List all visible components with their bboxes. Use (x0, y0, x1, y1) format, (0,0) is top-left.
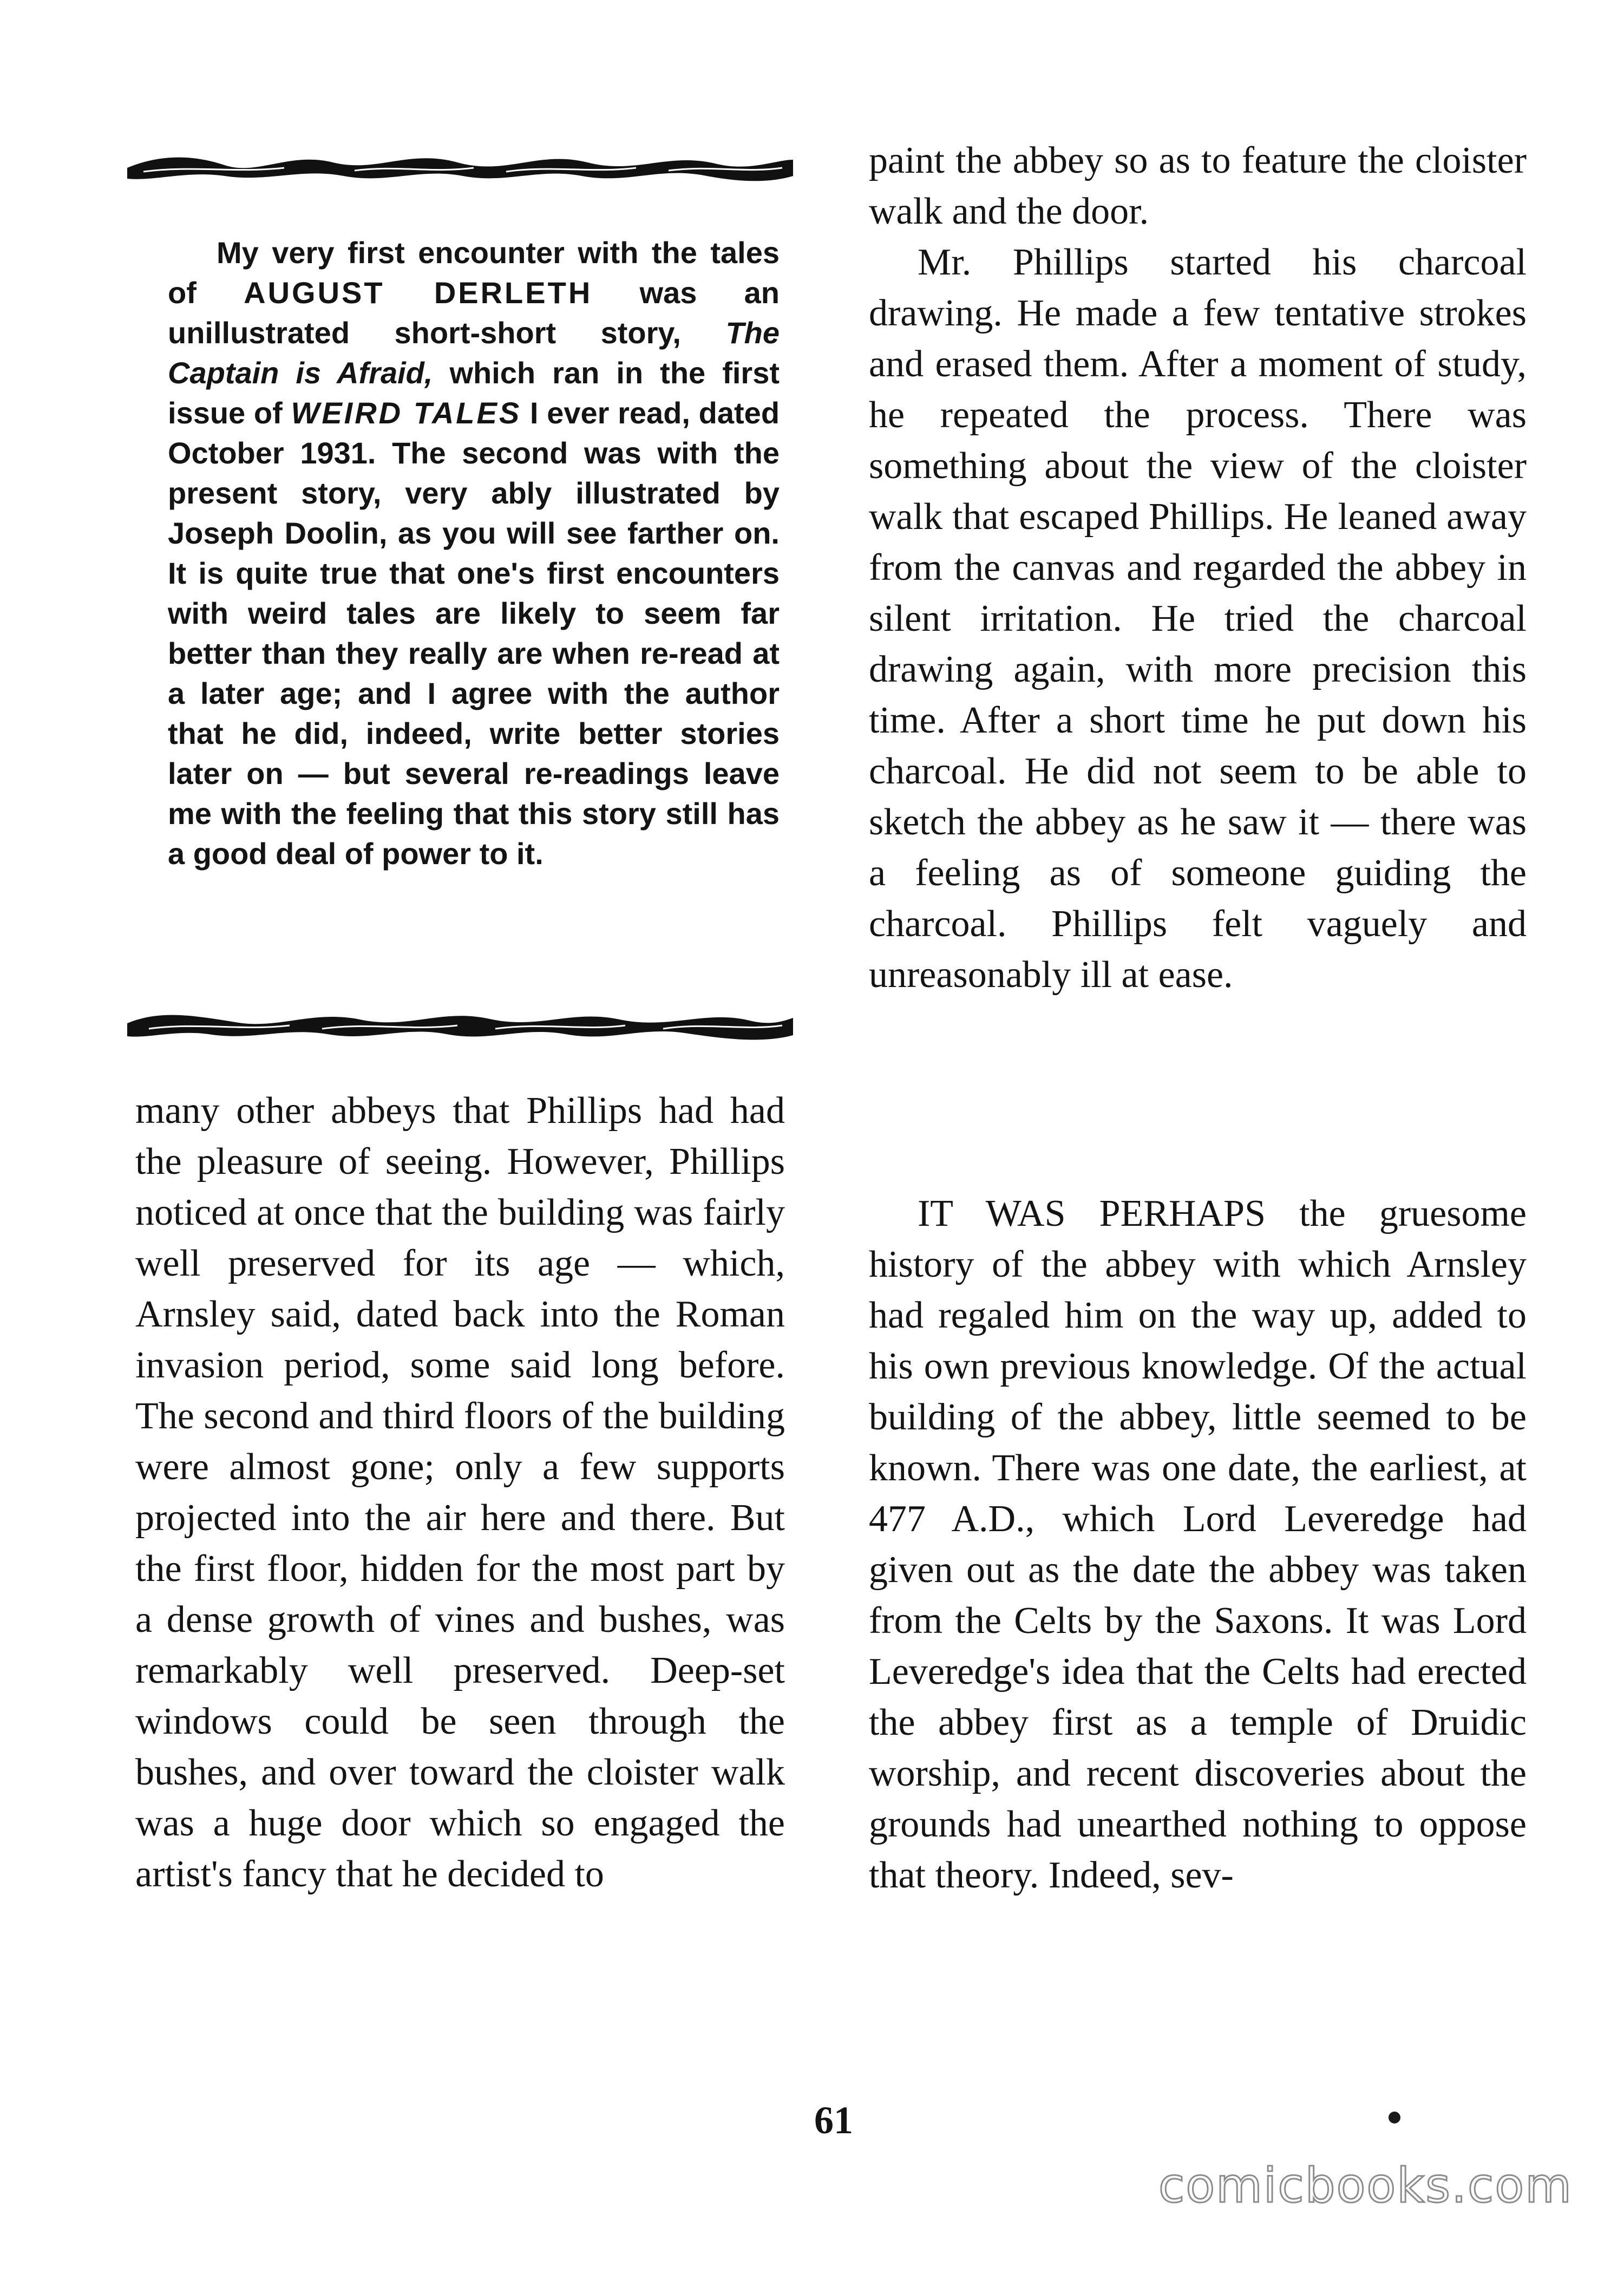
watermark: comicbooks.com (1158, 2158, 1573, 2213)
story-paragraph: IT WAS PERHAPS the gruesome history of the abbey with which Arnsley had regaled him on the way up, added to his own previous knowledge. Of the actual building of the abbey, little seemed to be known. There was one date, the earliest, at 477 A.D., which Lord Leveredge had given out as the date the abbey was taken from the Celts by the Saxons. It was Lord Leveredge's idea that the Celts had erected the abbey first as a temple of Druidic worship, and recent discoveries about the grounds had unearthed nothing to oppose that theory. Indeed, sev- (869, 1193, 1527, 1896)
ink-dot (1389, 2112, 1400, 2123)
editor-intro-note: My very first encounter with the tales of AUGUST DERLETH was an unillustrated short-short story, The Captain is Afraid, which ran in the first issue of WEIRD TALES I ever read, dated October 1931. The second was with the present story, very ably illustrated by Joseph Doolin, as you will see farther on. It is quite true that one's first encounters with weird tales are likely to seem far better than they really are when re-read at a later age; and I agree with the author that he did, indeed, write better stories later on — but several re-readings leave me with the feeling that this story still has a good deal of power to it. (168, 236, 780, 871)
decorative-wave-rule-top (127, 143, 793, 187)
magazine-title: WEIRD TALES (291, 396, 522, 430)
story-paragraph: Mr. Phillips started his charcoal drawing. He made a few tentative strokes and erased them. After a moment of study, he repeated the process. There was something about the view of the cloister walk that escaped Phillips. He leaned away from the canvas and regarded the abbey in silent irritation. He tried the charcoal drawing again, with more precision this time. After a short time he put down his charcoal. He did not seem to be able to sketch the abbey as he saw it — there was a feeling as of someone guiding the charcoal. Phillips felt vaguely and unreasonably ill at ease. (869, 241, 1527, 996)
decorative-wave-rule-bottom (127, 1002, 793, 1045)
author-name: AUGUST DERLETH (244, 276, 593, 310)
story-paragraph: paint the abbey so as to feature the cloister walk and the door. (869, 140, 1527, 232)
story-text-right-column (869, 135, 1527, 1001)
page-number: 61 (814, 2099, 853, 2142)
story-title: The Captain is Afraid, (168, 316, 780, 390)
story-text-left-column: many other abbeys that Phillips had had the pleasure of seeing. However, Phillips noticed at once that the building was fairly well preserved for its age — which, Arnsley said, dated back into the Roman invasion period, some said long before. The second and third floors of the building were almost gone; only a few supports projected into the air here and there. But the first floor, hidden for the most part by a dense growth of vines and bushes, was remarkably well preserved. Deep-set windows could be seen through the bushes, and over toward the cloister walk was a huge door which so engaged the artist's fancy that he decided to (135, 1090, 785, 1895)
